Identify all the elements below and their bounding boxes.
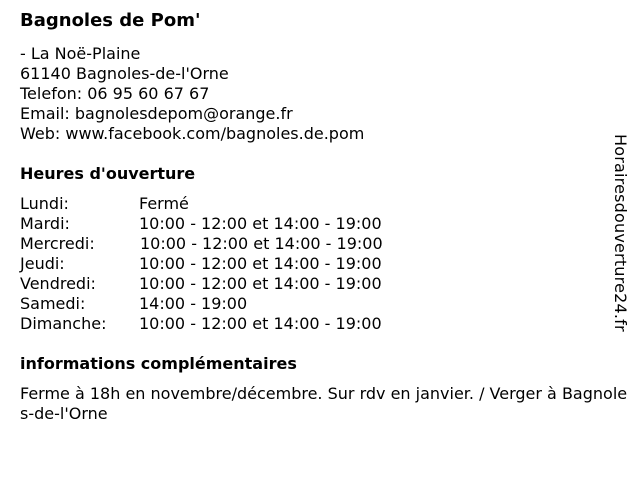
day-hours: Fermé — [139, 194, 189, 213]
day-label: Vendredi: — [20, 274, 96, 293]
day-hours: 10:00 - 12:00 et 14:00 - 19:00 — [139, 274, 382, 293]
day-hours: 10:00 - 12:00 et 14:00 - 19:00 — [139, 254, 382, 273]
site-watermark: Horairesdouverture24.fr — [611, 134, 630, 332]
address-street: - La Noë-Plaine — [20, 44, 141, 63]
hours-heading: Heures d'ouverture — [20, 164, 196, 183]
day-label: Dimanche: — [20, 314, 107, 333]
phone-number: Telefon: 06 95 60 67 67 — [20, 84, 210, 103]
email-address: Email: bagnolesdepom@orange.fr — [20, 104, 293, 123]
website: Web: www.facebook.com/bagnoles.de.pom — [20, 124, 365, 143]
day-label: Jeudi: — [20, 254, 65, 273]
day-hours: 10:00 - 12:00 et 14:00 - 19:00 — [140, 234, 383, 253]
address-city: 61140 Bagnoles-de-l'Orne — [20, 64, 229, 83]
day-hours: 10:00 - 12:00 et 14:00 - 19:00 — [139, 314, 382, 333]
day-label: Samedi: — [20, 294, 86, 313]
day-label: Lundi: — [20, 194, 69, 213]
day-label: Mercredi: — [20, 234, 95, 253]
day-hours: 10:00 - 12:00 et 14:00 - 19:00 — [139, 214, 382, 233]
info-text: Ferme à 18h en novembre/décembre. Sur rdv en janvier. / Verger à Bagnoles-de-l'Orne — [20, 384, 628, 423]
address-block — [20, 44, 364, 144]
day-hours: 14:00 - 19:00 — [139, 294, 248, 313]
info-heading: informations complémentaires — [20, 354, 297, 373]
business-name: Bagnoles de Pom' — [20, 10, 201, 31]
day-label: Mardi: — [20, 214, 70, 233]
